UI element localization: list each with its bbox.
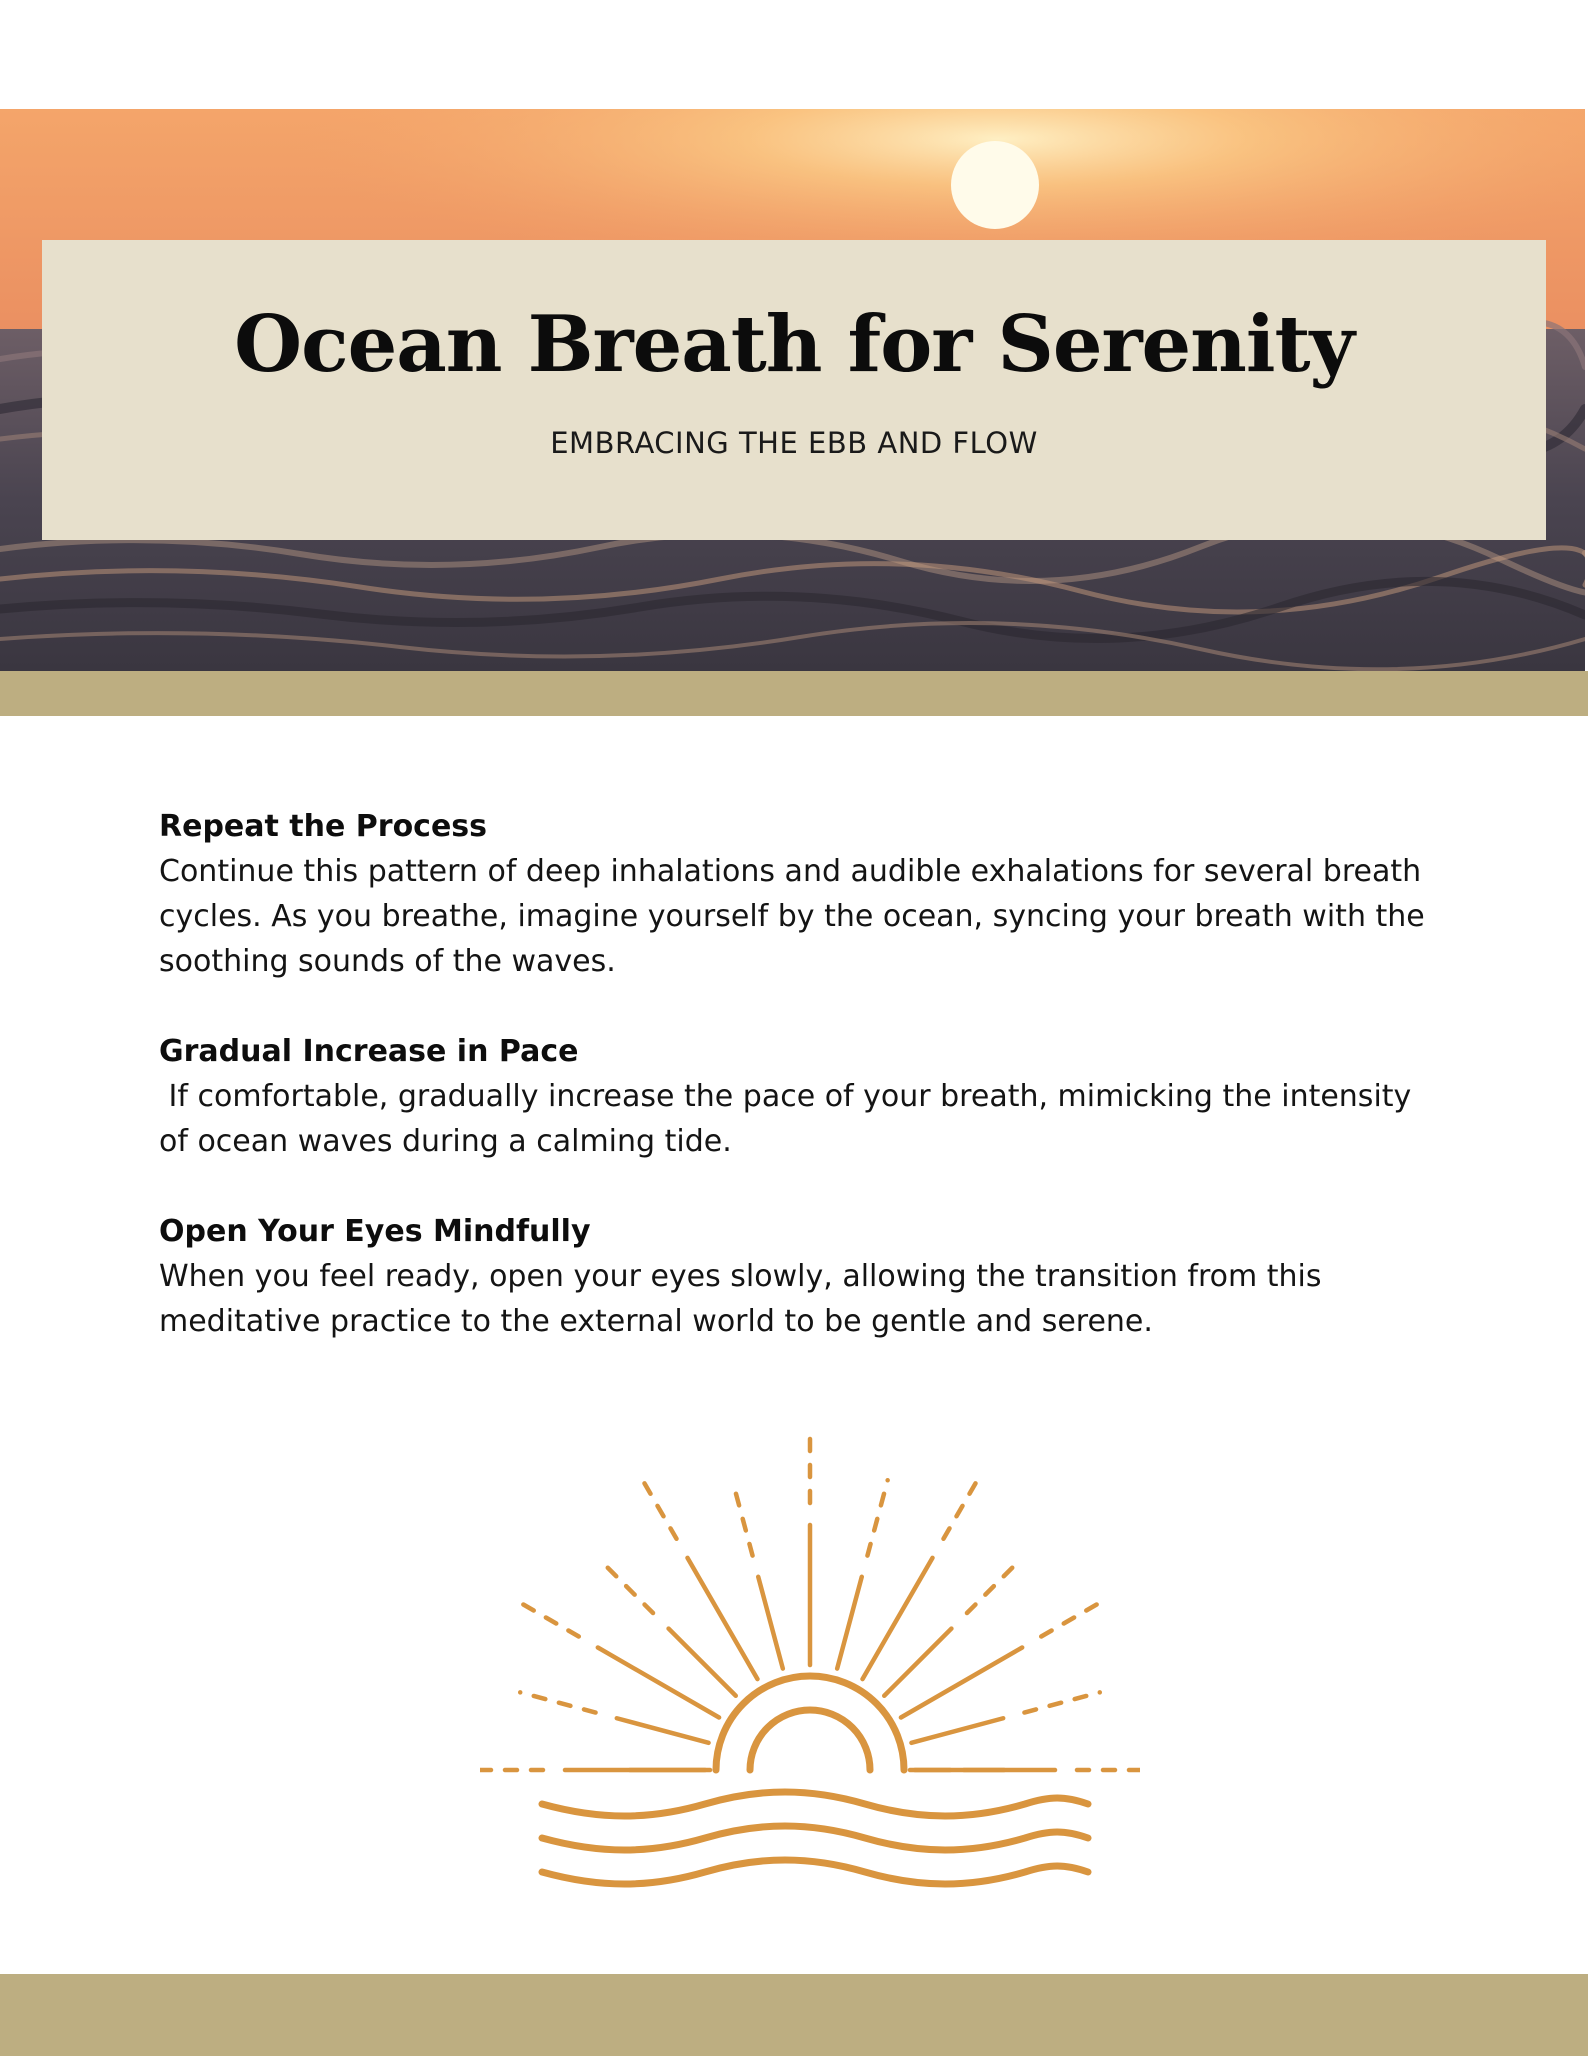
sun-ray-dashed xyxy=(598,1558,653,1613)
sun-ray-dashed xyxy=(732,1480,752,1555)
wave-line xyxy=(542,1860,1088,1884)
page-subtitle: EMBRACING THE EBB AND FLOW xyxy=(550,426,1038,460)
sunrise-over-waves-icon xyxy=(480,1430,1140,1910)
section-open-eyes xyxy=(159,1209,1429,1344)
sun-ray xyxy=(837,1577,862,1669)
footer-band xyxy=(0,1974,1588,2056)
wave-line xyxy=(542,1826,1088,1850)
section-repeat-process xyxy=(159,804,1435,984)
hero-banner xyxy=(0,109,1585,671)
sun-ray-dashed xyxy=(967,1558,1022,1613)
sun-ray-dashed xyxy=(640,1476,677,1539)
sun-ray-dashed xyxy=(516,1600,579,1637)
section-heading: Open Your Eyes Mindfully xyxy=(159,1214,591,1249)
sun-ray-dashed xyxy=(867,1480,887,1555)
hero-divider-band xyxy=(0,671,1588,716)
section-heading: Gradual Increase in Pace xyxy=(159,1034,579,1069)
section-body: When you feel ready, open your eyes slowly, allowing the transition from this meditative practice to the external world to be gentle and serene. xyxy=(159,1259,1332,1339)
sun-ray xyxy=(884,1629,951,1696)
sun-ray xyxy=(758,1577,783,1669)
sun-ray-dashed xyxy=(944,1476,981,1539)
section-gradual-increase xyxy=(159,1029,1429,1164)
sun-ray xyxy=(617,1718,709,1743)
sun-ray-dashed xyxy=(1024,1692,1099,1712)
sun-ray-dashed xyxy=(520,1692,595,1712)
sun-disc xyxy=(951,141,1039,229)
section-body: If comfortable, gradually increase the pace of your breath, mimicking the intensity of ocean waves during a calming tide. xyxy=(159,1079,1421,1159)
wave-line xyxy=(542,1792,1088,1816)
sun-ray xyxy=(911,1718,1003,1743)
page-title: Ocean Breath for Serenity xyxy=(234,299,1354,390)
sun-outer-arc xyxy=(716,1676,904,1770)
sun-ray xyxy=(669,1629,736,1696)
sun-ray-dashed xyxy=(1041,1600,1104,1637)
sun-inner-arc xyxy=(750,1710,870,1770)
title-card xyxy=(42,240,1546,540)
section-heading: Repeat the Process xyxy=(159,809,488,844)
section-body: Continue this pattern of deep inhalations and audible exhalations for several breath cycles. As you breathe, imagine yourself by the ocean, syncing your breath with the soothing sounds of the waves. xyxy=(159,854,1435,979)
content-area xyxy=(159,804,1435,1389)
